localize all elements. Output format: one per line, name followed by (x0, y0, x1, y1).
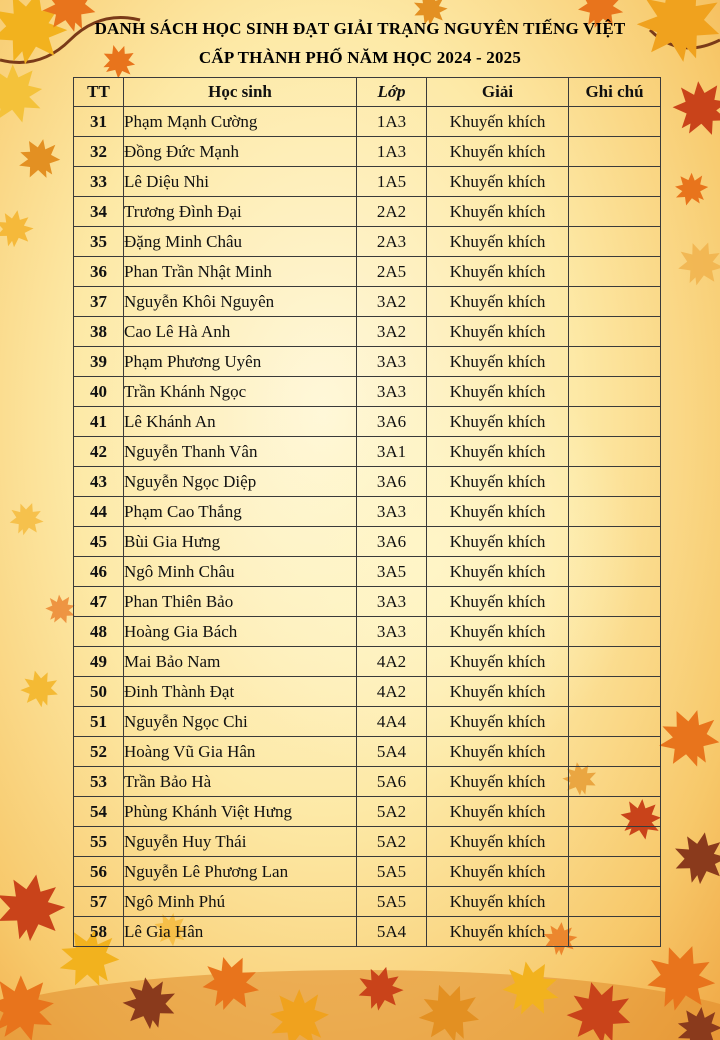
award-level: Khuyến khích (427, 767, 569, 797)
student-name: Hoàng Gia Bách (124, 617, 357, 647)
student-name: Lê Khánh An (124, 407, 357, 437)
row-number: 41 (74, 407, 124, 437)
student-name: Nguyễn Thanh Vân (124, 437, 357, 467)
student-name: Phan Trần Nhật Minh (124, 257, 357, 287)
award-level: Khuyến khích (427, 527, 569, 557)
row-number: 49 (74, 647, 124, 677)
note-cell (569, 917, 661, 947)
student-class: 2A2 (357, 197, 427, 227)
note-cell (569, 557, 661, 587)
student-class: 3A6 (357, 467, 427, 497)
row-number: 50 (74, 677, 124, 707)
note-cell (569, 827, 661, 857)
row-number: 56 (74, 857, 124, 887)
page-subtitle: CẤP THÀNH PHỐ NĂM HỌC 2024 - 2025 (198, 48, 522, 67)
row-number: 52 (74, 737, 124, 767)
student-name: Đặng Minh Châu (124, 227, 357, 257)
student-class: 3A3 (357, 587, 427, 617)
table-row (74, 497, 661, 527)
note-cell (569, 377, 661, 407)
header-note: Ghi chú (569, 78, 661, 107)
table-row (74, 797, 661, 827)
student-name: Nguyễn Khôi Nguyên (124, 287, 357, 317)
student-class: 5A6 (357, 767, 427, 797)
row-number: 39 (74, 347, 124, 377)
table-row (74, 287, 661, 317)
table-row (74, 137, 661, 167)
row-number: 45 (74, 527, 124, 557)
student-name: Phạm Phương Uyên (124, 347, 357, 377)
student-class: 5A5 (357, 887, 427, 917)
note-cell (569, 887, 661, 917)
student-class: 4A2 (357, 677, 427, 707)
award-level: Khuyến khích (427, 737, 569, 767)
student-name: Bùi Gia Hưng (124, 527, 357, 557)
award-level: Khuyến khích (427, 827, 569, 857)
note-cell (569, 857, 661, 887)
table-row (74, 917, 661, 947)
table-row (74, 827, 661, 857)
student-awards-table (73, 77, 661, 947)
note-cell (569, 497, 661, 527)
row-number: 32 (74, 137, 124, 167)
award-level: Khuyến khích (427, 257, 569, 287)
note-cell (569, 257, 661, 287)
student-class: 5A4 (357, 917, 427, 947)
award-level: Khuyến khích (427, 137, 569, 167)
table-row (74, 107, 661, 137)
header-student: Học sinh (124, 78, 357, 107)
award-level: Khuyến khích (427, 347, 569, 377)
note-cell (569, 707, 661, 737)
table-row (74, 767, 661, 797)
row-number: 38 (74, 317, 124, 347)
student-class: 3A6 (357, 407, 427, 437)
note-cell (569, 737, 661, 767)
award-level: Khuyến khích (427, 557, 569, 587)
note-cell (569, 437, 661, 467)
student-name: Trần Bảo Hà (124, 767, 357, 797)
note-cell (569, 407, 661, 437)
student-class: 5A4 (357, 737, 427, 767)
award-level: Khuyến khích (427, 287, 569, 317)
student-class: 3A5 (357, 557, 427, 587)
student-class: 3A6 (357, 527, 427, 557)
row-number: 55 (74, 827, 124, 857)
student-name: Phạm Mạnh Cường (124, 107, 357, 137)
table-row (74, 587, 661, 617)
row-number: 40 (74, 377, 124, 407)
student-class: 2A5 (357, 257, 427, 287)
row-number: 36 (74, 257, 124, 287)
note-cell (569, 527, 661, 557)
student-class: 1A3 (357, 107, 427, 137)
note-cell (569, 587, 661, 617)
table-row (74, 167, 661, 197)
note-cell (569, 797, 661, 827)
table-row (74, 737, 661, 767)
student-class: 4A4 (357, 707, 427, 737)
table-row (74, 407, 661, 437)
student-name: Phùng Khánh Việt Hưng (124, 797, 357, 827)
row-number: 31 (74, 107, 124, 137)
award-level: Khuyến khích (427, 647, 569, 677)
student-class: 5A2 (357, 827, 427, 857)
row-number: 54 (74, 797, 124, 827)
student-class: 3A3 (357, 347, 427, 377)
table-header-row (74, 78, 661, 107)
row-number: 37 (74, 287, 124, 317)
header-class: Lớp (357, 78, 427, 107)
table-row (74, 467, 661, 497)
student-class: 1A3 (357, 137, 427, 167)
table-row (74, 557, 661, 587)
student-name: Nguyễn Huy Thái (124, 827, 357, 857)
award-level: Khuyến khích (427, 917, 569, 947)
student-class: 3A3 (357, 497, 427, 527)
row-number: 57 (74, 887, 124, 917)
student-class: 5A2 (357, 797, 427, 827)
table-row (74, 527, 661, 557)
table-row (74, 677, 661, 707)
header-award: Giải (427, 78, 569, 107)
award-level: Khuyến khích (427, 497, 569, 527)
table-row (74, 377, 661, 407)
note-cell (569, 317, 661, 347)
student-class: 4A2 (357, 647, 427, 677)
student-class: 3A2 (357, 287, 427, 317)
award-level: Khuyến khích (427, 587, 569, 617)
row-number: 46 (74, 557, 124, 587)
note-cell (569, 197, 661, 227)
page-title: DANH SÁCH HỌC SINH ĐẠT GIẢI TRẠNG NGUYÊN TIẾNG VIỆT (94, 19, 626, 38)
note-cell (569, 287, 661, 317)
row-number: 48 (74, 617, 124, 647)
student-name: Nguyễn Lê Phương Lan (124, 857, 357, 887)
row-number: 34 (74, 197, 124, 227)
student-name: Cao Lê Hà Anh (124, 317, 357, 347)
student-class: 2A3 (357, 227, 427, 257)
student-name: Nguyễn Ngọc Chi (124, 707, 357, 737)
table-row (74, 257, 661, 287)
student-class: 3A2 (357, 317, 427, 347)
row-number: 44 (74, 497, 124, 527)
table-row (74, 707, 661, 737)
note-cell (569, 347, 661, 377)
student-class: 3A1 (357, 437, 427, 467)
header-tt: TT (74, 78, 124, 107)
table-row (74, 617, 661, 647)
row-number: 47 (74, 587, 124, 617)
award-level: Khuyến khích (427, 437, 569, 467)
award-level: Khuyến khích (427, 797, 569, 827)
award-level: Khuyến khích (427, 677, 569, 707)
table-row (74, 437, 661, 467)
table-row (74, 227, 661, 257)
table-row (74, 317, 661, 347)
student-name: Phạm Cao Thắng (124, 497, 357, 527)
award-level: Khuyến khích (427, 887, 569, 917)
note-cell (569, 137, 661, 167)
note-cell (569, 227, 661, 257)
student-name: Hoàng Vũ Gia Hân (124, 737, 357, 767)
award-level: Khuyến khích (427, 407, 569, 437)
award-level: Khuyến khích (427, 707, 569, 737)
student-name: Đồng Đức Mạnh (124, 137, 357, 167)
table-row (74, 347, 661, 377)
award-level: Khuyến khích (427, 167, 569, 197)
table-row (74, 857, 661, 887)
note-cell (569, 467, 661, 497)
student-name: Ngô Minh Châu (124, 557, 357, 587)
note-cell (569, 107, 661, 137)
row-number: 35 (74, 227, 124, 257)
award-level: Khuyến khích (427, 617, 569, 647)
award-level: Khuyến khích (427, 317, 569, 347)
student-name: Phan Thiên Bảo (124, 587, 357, 617)
award-level: Khuyến khích (427, 377, 569, 407)
student-name: Lê Gia Hân (124, 917, 357, 947)
award-level: Khuyến khích (427, 197, 569, 227)
student-class: 5A5 (357, 857, 427, 887)
student-name: Ngô Minh Phú (124, 887, 357, 917)
award-level: Khuyến khích (427, 107, 569, 137)
award-level: Khuyến khích (427, 467, 569, 497)
note-cell (569, 677, 661, 707)
student-name: Trương Đình Đại (124, 197, 357, 227)
table-row (74, 887, 661, 917)
student-class: 3A3 (357, 377, 427, 407)
note-cell (569, 647, 661, 677)
award-level: Khuyến khích (427, 857, 569, 887)
row-number: 43 (74, 467, 124, 497)
student-class: 3A3 (357, 617, 427, 647)
note-cell (569, 767, 661, 797)
student-name: Mai Bảo Nam (124, 647, 357, 677)
student-name: Trần Khánh Ngọc (124, 377, 357, 407)
student-name: Đinh Thành Đạt (124, 677, 357, 707)
note-cell (569, 617, 661, 647)
student-name: Nguyễn Ngọc Diệp (124, 467, 357, 497)
table-row (74, 647, 661, 677)
row-number: 42 (74, 437, 124, 467)
award-level: Khuyến khích (427, 227, 569, 257)
student-name: Lê Diệu Nhi (124, 167, 357, 197)
student-class: 1A5 (357, 167, 427, 197)
row-number: 33 (74, 167, 124, 197)
row-number: 53 (74, 767, 124, 797)
row-number: 58 (74, 917, 124, 947)
note-cell (569, 167, 661, 197)
table-body (74, 107, 661, 947)
row-number: 51 (74, 707, 124, 737)
table-row (74, 197, 661, 227)
